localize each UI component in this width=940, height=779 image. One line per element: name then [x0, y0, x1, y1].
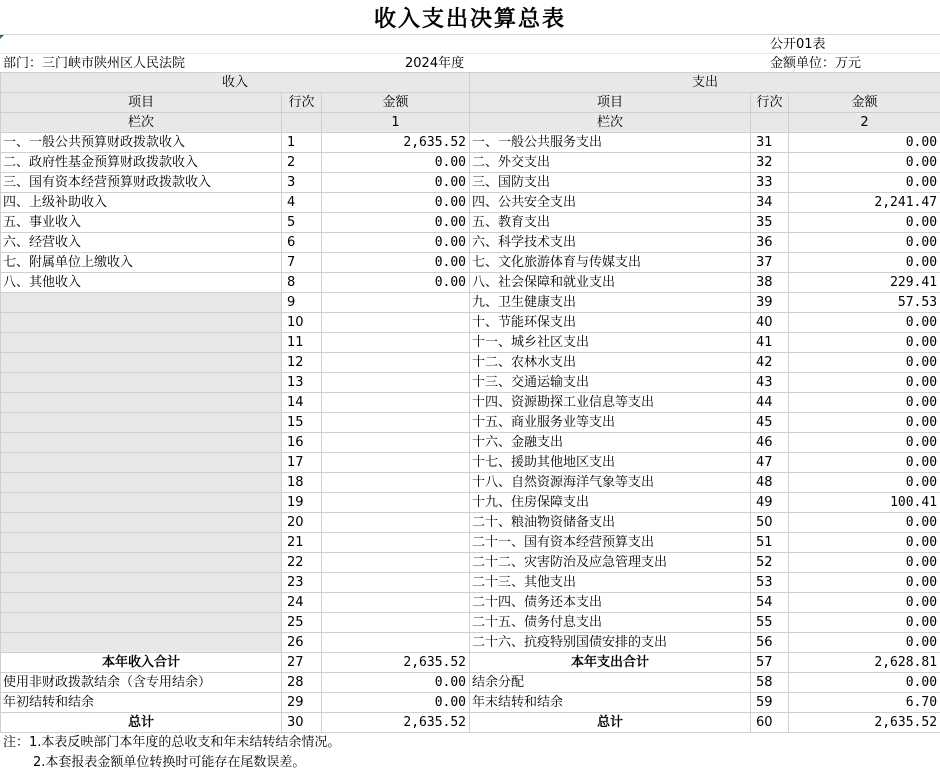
- table-row: [1, 233, 940, 253]
- expense-row-number-cell: 40: [751, 313, 789, 333]
- income-item-cell: 四、上级补助收入: [1, 193, 282, 213]
- income-amount-cell: [322, 473, 470, 493]
- section-header-row: [1, 73, 940, 93]
- income-item-cell: [1, 473, 282, 493]
- expense-lanci-header: 栏次: [470, 113, 751, 133]
- expense-row-number-cell: 55: [751, 613, 789, 633]
- income-item-cell: [1, 393, 282, 413]
- expense-amount-cell: 0.00: [789, 613, 940, 633]
- expense-row-number-cell: 47: [751, 453, 789, 473]
- income-amount-cell: [322, 333, 470, 353]
- income-item-cell: 一、一般公共预算财政拨款收入: [1, 133, 282, 153]
- expense-row-number-cell: 45: [751, 413, 789, 433]
- expense-row-number-cell: 37: [751, 253, 789, 273]
- expense-row-number-cell: 31: [751, 133, 789, 153]
- expense-row-number-cell: 51: [751, 533, 789, 553]
- expense-item-cell: 二十六、抗疫特别国债安排的支出: [470, 633, 751, 653]
- income-amount-cell: [322, 353, 470, 373]
- income-item-cell: [1, 493, 282, 513]
- income-item-cell: [1, 633, 282, 653]
- expense-item-cell: 十七、援助其他地区支出: [470, 453, 751, 473]
- income-row-number-cell: 25: [282, 613, 322, 633]
- income-item-cell: [1, 593, 282, 613]
- expense-item-cell: 十八、自然资源海洋气象等支出: [470, 473, 751, 493]
- expense-item-cell: 八、社会保障和就业支出: [470, 273, 751, 293]
- income-amount-cell: [322, 433, 470, 453]
- income-amount-cell: 0.00: [322, 213, 470, 233]
- expense-column-number: 2: [789, 113, 940, 133]
- expense-item-cell: 十五、商业服务业等支出: [470, 413, 751, 433]
- expense-item-cell: 四、公共安全支出: [470, 193, 751, 213]
- income-item-cell: 三、国有资本经营预算财政拨款收入: [1, 173, 282, 193]
- income-row-number-cell: 24: [282, 593, 322, 613]
- income-row-number-cell: 30: [282, 713, 322, 733]
- income-amount-cell: [322, 513, 470, 533]
- note-line: 注：1.本表反映部门本年度的总收支和年末结转结余情况。: [3, 735, 341, 750]
- income-row-header: 行次: [282, 93, 322, 113]
- income-amount-cell: [322, 493, 470, 513]
- table-row: [1, 153, 940, 173]
- income-row-number-cell: 16: [282, 433, 322, 453]
- income-row-number-cell: 26: [282, 633, 322, 653]
- expense-amount-cell: 0.00: [789, 153, 940, 173]
- expense-item-cell: 十九、住房保障支出: [470, 493, 751, 513]
- income-amount-cell: [322, 413, 470, 433]
- expense-item-cell: 二十一、国有资本经营预算支出: [470, 533, 751, 553]
- table-row: [1, 713, 940, 733]
- expense-row-number-cell: 58: [751, 673, 789, 693]
- income-amount-cell: [322, 533, 470, 553]
- table-row: [1, 693, 940, 713]
- income-row-number-cell: 9: [282, 293, 322, 313]
- income-amount-cell: [322, 633, 470, 653]
- income-row-number-cell: 5: [282, 213, 322, 233]
- table-row: [1, 473, 940, 493]
- expense-amount-cell: 0.00: [789, 393, 940, 413]
- income-row-number-cell: 28: [282, 673, 322, 693]
- expense-section-header: 支出: [470, 73, 940, 93]
- year-label: 2024年度: [405, 56, 465, 71]
- notes: [3, 733, 340, 773]
- income-lanci-header: 栏次: [1, 113, 282, 133]
- table-row: [1, 173, 940, 193]
- expense-item-cell: 一、一般公共服务支出: [470, 133, 751, 153]
- expense-row-number-cell: 38: [751, 273, 789, 293]
- expense-amount-cell: 0.00: [789, 213, 940, 233]
- income-row-number-cell: 8: [282, 273, 322, 293]
- expense-amount-cell: 0.00: [789, 553, 940, 573]
- table-row: [1, 193, 940, 213]
- expense-row-number-cell: 41: [751, 333, 789, 353]
- expense-row-number-cell: 53: [751, 573, 789, 593]
- expense-amount-cell: 2,628.81: [789, 653, 940, 673]
- income-item-cell: [1, 313, 282, 333]
- expense-amount-cell: 57.53: [789, 293, 940, 313]
- income-item-cell: [1, 513, 282, 533]
- expense-row-number-cell: 35: [751, 213, 789, 233]
- income-amount-cell: 0.00: [322, 173, 470, 193]
- income-row-number-cell: 18: [282, 473, 322, 493]
- income-row-number-cell: 12: [282, 353, 322, 373]
- table-row: [1, 133, 940, 153]
- expense-amount-cell: 229.41: [789, 273, 940, 293]
- expense-amount-cell: 0.00: [789, 173, 940, 193]
- expense-item-cell: 结余分配: [470, 673, 751, 693]
- expense-amount-cell: 0.00: [789, 473, 940, 493]
- income-row-number-cell: 6: [282, 233, 322, 253]
- income-item-cell: [1, 353, 282, 373]
- table-row: [1, 613, 940, 633]
- income-item-cell: 年初结转和结余: [1, 693, 282, 713]
- income-row-number-cell: 27: [282, 653, 322, 673]
- expense-row-number-cell: 48: [751, 473, 789, 493]
- table-row: [1, 333, 940, 353]
- expense-item-cell: 二十五、债务付息支出: [470, 613, 751, 633]
- income-row-number-cell: 23: [282, 573, 322, 593]
- table-row: [1, 313, 940, 333]
- expense-item-cell: 总计: [470, 713, 751, 733]
- income-row-number-cell: 2: [282, 153, 322, 173]
- expense-amount-cell: 0.00: [789, 453, 940, 473]
- income-item-cell: [1, 573, 282, 593]
- table-row: [1, 513, 940, 533]
- expense-row-number-cell: 33: [751, 173, 789, 193]
- expense-amount-cell: 0.00: [789, 133, 940, 153]
- income-item-cell: [1, 293, 282, 313]
- table-row: [1, 413, 940, 433]
- income-item-cell: [1, 333, 282, 353]
- table-row: [1, 553, 940, 573]
- expense-row-number-cell: 43: [751, 373, 789, 393]
- income-row-number-cell: 11: [282, 333, 322, 353]
- table-row: [1, 453, 940, 473]
- expense-row-number-cell: 36: [751, 233, 789, 253]
- expense-item-cell: 十六、金融支出: [470, 433, 751, 453]
- income-item-cell: 七、附属单位上缴收入: [1, 253, 282, 273]
- income-row-number-cell: 4: [282, 193, 322, 213]
- income-amount-cell: 0.00: [322, 153, 470, 173]
- expense-item-cell: 三、国防支出: [470, 173, 751, 193]
- income-row-number-cell: 17: [282, 453, 322, 473]
- expense-row-number-cell: 50: [751, 513, 789, 533]
- expense-row-number-cell: 60: [751, 713, 789, 733]
- income-amount-header: 金额: [322, 93, 470, 113]
- income-item-cell: 六、经营收入: [1, 233, 282, 253]
- expense-amount-cell: 0.00: [789, 593, 940, 613]
- income-item-cell: [1, 413, 282, 433]
- unit-label: 金额单位：万元: [770, 56, 862, 71]
- expense-lanci-blank: [751, 113, 789, 133]
- expense-item-cell: 二十二、灾害防治及应急管理支出: [470, 553, 751, 573]
- table-number-row: [0, 35, 940, 54]
- expense-row-number-cell: 49: [751, 493, 789, 513]
- income-amount-cell: 2,635.52: [322, 713, 470, 733]
- income-item-cell: 二、政府性基金预算财政拨款收入: [1, 153, 282, 173]
- expense-row-number-cell: 54: [751, 593, 789, 613]
- income-item-cell: [1, 453, 282, 473]
- income-row-number-cell: 29: [282, 693, 322, 713]
- expense-item-cell: 年末结转和结余: [470, 693, 751, 713]
- expense-item-cell: 五、教育支出: [470, 213, 751, 233]
- income-amount-cell: 2,635.52: [322, 133, 470, 153]
- expense-item-cell: 十三、交通运输支出: [470, 373, 751, 393]
- expense-item-cell: 七、文化旅游体育与传媒支出: [470, 253, 751, 273]
- table-row: [1, 633, 940, 653]
- department-label: 部门：三门峡市陕州区人民法院: [3, 56, 186, 71]
- income-item-cell: [1, 433, 282, 453]
- income-amount-cell: 0.00: [322, 233, 470, 253]
- table-row: [1, 353, 940, 373]
- expense-amount-cell: 6.70: [789, 693, 940, 713]
- income-row-number-cell: 22: [282, 553, 322, 573]
- expense-row-number-cell: 44: [751, 393, 789, 413]
- expense-amount-cell: 0.00: [789, 333, 940, 353]
- table-row: [1, 573, 940, 593]
- expense-amount-cell: 100.41: [789, 493, 940, 513]
- income-amount-cell: [322, 573, 470, 593]
- income-row-number-cell: 13: [282, 373, 322, 393]
- income-item-cell: 总计: [1, 713, 282, 733]
- income-amount-cell: 0.00: [322, 253, 470, 273]
- income-amount-cell: [322, 553, 470, 573]
- column-number-row: [1, 113, 940, 133]
- income-amount-cell: [322, 373, 470, 393]
- expense-amount-cell: 0.00: [789, 313, 940, 333]
- note-line: 2.本套报表金额单位转换时可能存在尾数误差。: [33, 755, 306, 770]
- income-amount-cell: 0.00: [322, 273, 470, 293]
- income-row-number-cell: 7: [282, 253, 322, 273]
- expense-item-cell: 十四、资源勘探工业信息等支出: [470, 393, 751, 413]
- expense-amount-header: 金额: [789, 93, 940, 113]
- income-item-cell: [1, 613, 282, 633]
- expense-amount-cell: 0.00: [789, 233, 940, 253]
- expense-item-cell: 二十、粮油物资储备支出: [470, 513, 751, 533]
- expense-row-number-cell: 42: [751, 353, 789, 373]
- income-amount-cell: [322, 613, 470, 633]
- expense-amount-cell: 0.00: [789, 633, 940, 653]
- expense-item-cell: 本年支出合计: [470, 653, 751, 673]
- income-item-cell: 五、事业收入: [1, 213, 282, 233]
- table-row: [1, 293, 940, 313]
- expense-amount-cell: 2,635.52: [789, 713, 940, 733]
- expense-item-cell: 十、节能环保支出: [470, 313, 751, 333]
- table-row: [1, 213, 940, 233]
- income-lanci-blank: [282, 113, 322, 133]
- expense-amount-cell: 0.00: [789, 573, 940, 593]
- expense-amount-cell: 2,241.47: [789, 193, 940, 213]
- table-row: [1, 273, 940, 293]
- expense-row-number-cell: 57: [751, 653, 789, 673]
- income-row-number-cell: 1: [282, 133, 322, 153]
- expense-amount-cell: 0.00: [789, 673, 940, 693]
- income-item-cell: 八、其他收入: [1, 273, 282, 293]
- income-row-number-cell: 19: [282, 493, 322, 513]
- expense-row-header: 行次: [751, 93, 789, 113]
- income-item-cell: [1, 553, 282, 573]
- expense-item-cell: 十二、农林水支出: [470, 353, 751, 373]
- income-item-cell: [1, 533, 282, 553]
- income-amount-cell: 0.00: [322, 693, 470, 713]
- expense-item-cell: 二十三、其他支出: [470, 573, 751, 593]
- expense-item-cell: 九、卫生健康支出: [470, 293, 751, 313]
- income-section-header: 收入: [1, 73, 470, 93]
- income-amount-cell: [322, 453, 470, 473]
- expense-row-number-cell: 34: [751, 193, 789, 213]
- column-header-row: [1, 93, 940, 113]
- expense-row-number-cell: 39: [751, 293, 789, 313]
- income-amount-cell: 2,635.52: [322, 653, 470, 673]
- report-title: 收入支出决算总表: [0, 0, 940, 35]
- expense-amount-cell: 0.00: [789, 433, 940, 453]
- table-row: [1, 653, 940, 673]
- income-item-header: 项目: [1, 93, 282, 113]
- table-row: [1, 673, 940, 693]
- income-amount-cell: 0.00: [322, 673, 470, 693]
- table-row: [1, 493, 940, 513]
- income-row-number-cell: 20: [282, 513, 322, 533]
- table-number: 公开01表: [770, 37, 826, 52]
- expense-row-number-cell: 59: [751, 693, 789, 713]
- income-row-number-cell: 15: [282, 413, 322, 433]
- income-item-cell: 使用非财政拨款结余（含专用结余）: [1, 673, 282, 693]
- expense-amount-cell: 0.00: [789, 513, 940, 533]
- table-row: [1, 593, 940, 613]
- income-row-number-cell: 10: [282, 313, 322, 333]
- table-row: [1, 393, 940, 413]
- expense-row-number-cell: 56: [751, 633, 789, 653]
- income-row-number-cell: 14: [282, 393, 322, 413]
- expense-amount-cell: 0.00: [789, 373, 940, 393]
- expense-amount-cell: 0.00: [789, 533, 940, 553]
- income-item-cell: [1, 373, 282, 393]
- expense-row-number-cell: 46: [751, 433, 789, 453]
- expense-item-cell: 六、科学技术支出: [470, 233, 751, 253]
- income-amount-cell: 0.00: [322, 193, 470, 213]
- table-row: [1, 253, 940, 273]
- meta-row: [0, 54, 940, 72]
- expense-item-cell: 二、外交支出: [470, 153, 751, 173]
- income-amount-cell: [322, 393, 470, 413]
- income-row-number-cell: 21: [282, 533, 322, 553]
- income-item-cell: 本年收入合计: [1, 653, 282, 673]
- expense-amount-cell: 0.00: [789, 353, 940, 373]
- table-row: [1, 373, 940, 393]
- income-amount-cell: [322, 313, 470, 333]
- expense-amount-cell: 0.00: [789, 413, 940, 433]
- expense-row-number-cell: 32: [751, 153, 789, 173]
- expense-item-header: 项目: [470, 93, 751, 113]
- expense-row-number-cell: 52: [751, 553, 789, 573]
- table-row: [1, 533, 940, 553]
- income-amount-cell: [322, 593, 470, 613]
- income-amount-cell: [322, 293, 470, 313]
- expense-item-cell: 十一、城乡社区支出: [470, 333, 751, 353]
- table-row: [1, 433, 940, 453]
- income-expense-table: [0, 72, 940, 733]
- expense-item-cell: 二十四、债务还本支出: [470, 593, 751, 613]
- income-row-number-cell: 3: [282, 173, 322, 193]
- income-column-number: 1: [322, 113, 470, 133]
- expense-amount-cell: 0.00: [789, 253, 940, 273]
